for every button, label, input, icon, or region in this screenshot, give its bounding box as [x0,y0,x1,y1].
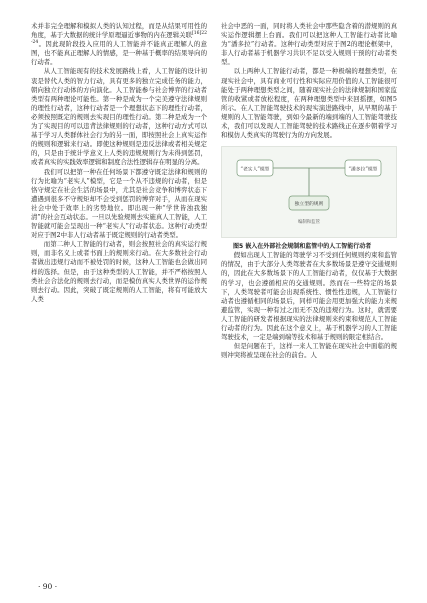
paragraph-text: 术并非完全理解和模拟人类的认知过程，而是从结果可用性的角度，基于大数据的统计学原理逼近事物的内在逻辑关联 [31,22,207,40]
paragraph: 但是问题在于，这样一来人工智能在现实社会中面临的规则冲突将被呈现在社会的前台。人 [221,342,397,360]
box-right-label: “潘多拉”模型 [348,167,378,173]
paragraph-text: 。因此现阶段投入应用的人工智能并不能真正理解人的意图，也不能真正理解人的情感，是一种基于概率的结果导向的行动者。 [31,40,207,67]
box-middle-label: 独立型的规则 [294,202,324,208]
figure-5 [221,146,397,238]
paragraph: 我们可以把第一种在任何场景下都遵守既定法律和规则的行为比喻为“老实人”模型，它是一个从不违规的行动者，但是恪守规定在社会生活的场景中，尤其是社会竞争和博弈状态下遭遇到很多不守规矩却不会受到惩罚的博弈对手，从而在现实社会中处于效率上的劣势地位。即出现一种“学世皆浊我独清”的社会互动状态。一旦以先验规则去实施真人工智能，人工智能就可能会呈现出一种“老实人”行动者状态。这种行动类型对应于图2中非人行动者基于既定规则的行动者类型。 [31,167,207,240]
paragraph [31,22,207,67]
page-number: · 90 · [38,582,58,591]
paragraph: 以上两种人工智能行动者，都是一种极端的理想类型，在现实社会中，具有商业可行性和实际应用价值的人工智能很可能处于两种理想类型之间，随着现实社会的法律规制和国家监管的收紧或者放松程度，在两种理想类型中来回摇摆，如图5所示。在人工智能驾驶技术的现实演进路线中，从早期的基于规则的人工智能驾驶，到如今最新的端到端的人工智能驾驶技术，我们可以发现人工智能驾驶的技术路线正在逐步朝着学习和模仿人类真实的驾驶行为的方向发展。 [221,67,397,140]
right-column [221,22,397,360]
left-column [31,22,207,304]
bottom-label: 编制和监管 [298,220,320,226]
box-left-label: “老实人”模型 [240,167,270,173]
paragraph: 从人工智能现有的技术发展路线上看，人工智能的设计初衷是替代人类的智力行动，具有更多的独立完成任务的能力，朝向独立行动体的方向演化。人工智能参与社会博弈的行动者类型有两种理论可能性。第一种是成为一个完美遵守法律规则的理性行动者，这种行动者是一个理想状态下的理性行动者，必须按照既定的规则去实现目的理性行动。第二种是成为一个为了实现目的可以违背法律规则的行动者，这种行动方式可以基于学习人类群体社会行为的另一面，即按照社会上真实运作的规则和逻辑来行动。即使这种规则是违反法律或者相关规定的，只是由于统计学意义上人类的违规规则行为未得到惩罚，或者真实的实践效率逻辑和制度合法性逻辑存在明显的分离。 [31,67,207,167]
paragraph: 假如出现人工智能的驾驶学习不受到任何规则约束和监管的情况，由于大部分人类驾驶者在大多数场景是遵守交通规则的，因此在大多数场景下的人工智能行动者，仅仅基于大数据的学习，也会遵循相应的交通规则。然而在一些特定的场景下，人类驾驶者可能会出现系统性、惯性性违规，人工智能行动者也遵循相同的场景后，同样可能会用更加强大的能力来规避监管，实现一种有过之而无不及的违规行为。这时，就需要人工智能的研发者根据现实的法律规则来约束和规范人工智能行动者的行为。因此在这个意义上，基于机器学习的人工智能驾驶技术，一定是端到端等技术和基于规则的限定相结合。 [221,251,397,342]
citation-ref: [16]22-24 [31,30,207,46]
figure-caption: 图5 嵌入在外部社会规制和监管中的人工智能行动者 [233,243,372,251]
paragraph: 而第二种人工智能的行动者，则会按照社会的真实运行规则，而非名义上或者书面上的规则来行动。在大多数社会行动者做出违规行动而不被处罚的时候，这种人工智能也会做出同样的选择。但是，由于这种类型的人工智能，并不严格按照人类社会合法化的规则去行动，而是模仿真实人类世界的运作规则去行动。因此，突破了既定规则的人工智能，将有可能放大人类 [31,240,207,303]
paragraph: 社会中恶的一面，同时将人类社会中那些隐含着的潜规则的真实运作逻辑摆上台面。我们可以把这种人工智能行动者比喻为“潘多拉”行动者。这种行动类型对应于图2的理论框架中，非人行动者基于机器学习共识不足以受入规则干预的行动者类型。 [221,22,397,67]
figure-diagram [221,146,397,238]
